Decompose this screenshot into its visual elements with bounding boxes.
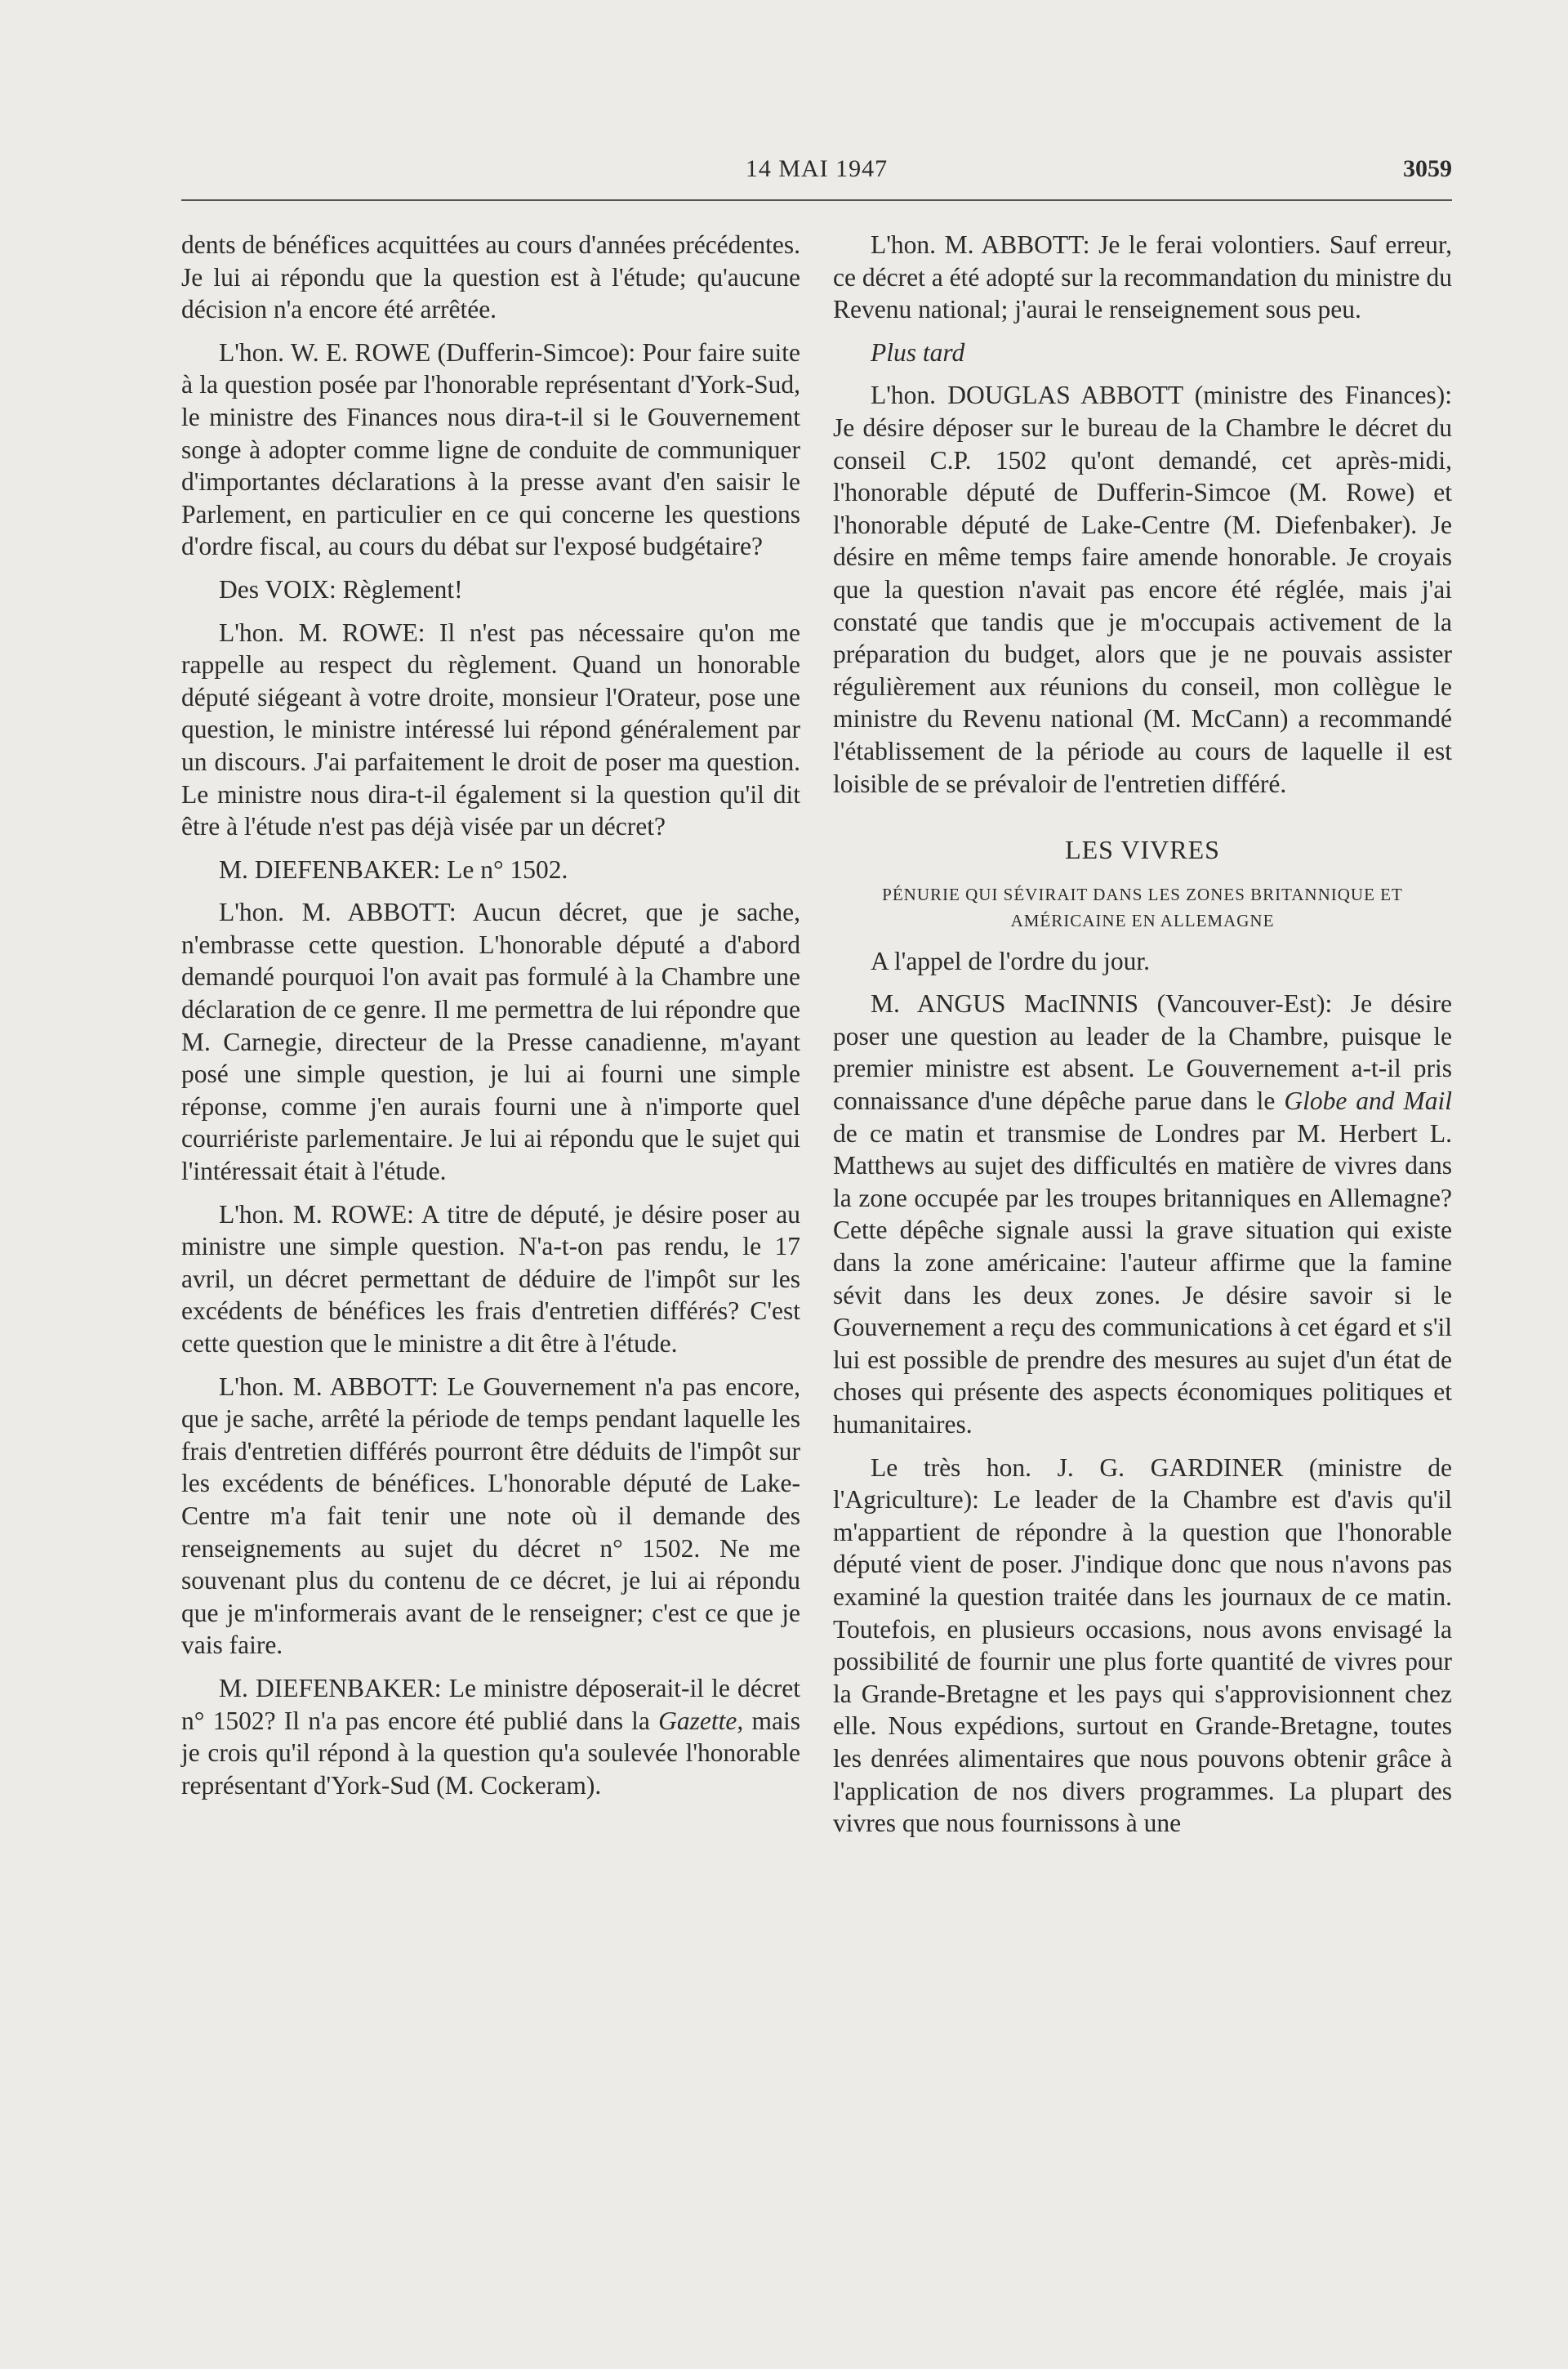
- text-run: mais je crois qu'il répond à la question qu'a soulevée l'honorable représentant d'York-Sud (M. Cockeram).: [181, 1706, 800, 1800]
- paragraph: L'hon. DOUGLAS ABBOTT (ministre des Finances): Je désire déposer sur le bureau de la Chambre le décret du conseil C.P. 1502 qu'ont demandé, cet après-midi, l'honorable député de Dufferin-Simcoe (M. Rowe) et l'honorable député de Lake-Centre (M. Diefenbaker). Je désire en même temps faire amende honorable. Je croyais que la question n'avait pas encore été réglée, mais j'ai constaté que tandis que je m'occupais activement de la préparation du budget, alors que je ne pouvais assister régulièrement aux réunions du conseil, mon collègue le ministre du Revenu national (M. McCann) a recommandé l'établissement de la période au cours de laquelle il est loisible de se prévaloir de l'entretien différé.: [833, 381, 1452, 798]
- page-number: 3059: [1403, 155, 1452, 182]
- paragraph: M. DIEFENBAKER: Le n° 1502.: [219, 854, 568, 884]
- paragraph: A l'appel de l'ordre du jour.: [871, 946, 1151, 975]
- paragraph: L'hon. M. ABBOTT: Le Gouvernement n'a pas encore, que je sache, arrêté la période de temps pendant laquelle les frais d'entretien différés pourront être déduits de l'impôt sur les excédents de bénéfices. L'honorable député de Lake-Centre m'a fait tenir une note où il demande des renseignements au sujet du décret n° 1502. Ne me souvenant plus du contenu de ce décret, je lui ai répondu que je m'informerais avant de le renseigner; c'est ce que je vais faire.: [181, 1372, 800, 1660]
- paragraph: L'hon. M. ABBOTT: Aucun décret, que je sache, n'embrasse cette question. L'honorable député a d'abord demandé pourquoi l'on avait pas formulé à la Chambre une déclaration de ce genre. Il me permettra de lui répondre que M. Carnegie, directeur de la Presse canadienne, m'ayant posé une simple question, je lui ai fourni une simple réponse, comme j'en aurais fourni une à n'importe quel courriériste parlementaire. Je lui ai répondu que le sujet qui l'intéressait était à l'étude.: [181, 898, 800, 1186]
- text-run: de ce matin et transmise de Londres par M. Herbert L. Matthews au sujet des difficultés en matière de vivres dans la zone occupée par les troupes britanniques en Allemagne? Cette dépêche signale aussi la grave situation qui existe dans la zone américaine: l'auteur affirme que la famine sévit dans les deux zones. Je désire savoir si le Gouvernement a reçu des communications à cet égard et s'il lui est possible de prendre des mesures au sujet d'un état de choses qui présente des aspects économiques politiques et humanitaires.: [833, 1118, 1452, 1439]
- right-column: [833, 229, 1452, 1850]
- section-heading: LES VIVRES: [1065, 835, 1220, 865]
- paragraph: Le très hon. J. G. GARDINER (ministre de l'Agriculture): Le leader de la Chambre est d'avis qu'il m'appartient de répondre à la question que l'honorable député vient de poser. J'indique donc que nous n'avons pas examiné la question traitée dans les journaux de ce matin. Toutefois, en plusieurs occasions, nous avons envisagé la possibilité de fournir une plus forte quantité de vivres pour la Grande-Bretagne et les pays qui s'approvisionnent chez elle. Nous expédions, surtout en Grande-Bretagne, toutes les denrées alimentaires que nous pouvons obtenir grâce à l'application de nos divers programmes. La plupart des vivres que nous fournissons à une: [833, 1452, 1452, 1838]
- italic-text: Globe and Mail: [1284, 1086, 1452, 1116]
- paragraph: L'hon. M. ROWE: Il n'est pas nécessaire qu'on me rappelle au respect du règlement. Quand un honorable député siégeant à votre droite, monsieur l'Orateur, pose une question, le ministre intéressé lui répond généralement par un discours. J'ai parfaitement le droit de poser ma question. Le ministre nous dira-t-il également si la question qu'il dit être à l'étude n'est pas déjà visée par un décret?: [181, 618, 800, 841]
- paragraph: L'hon. M. ROWE: A titre de député, je désire poser au ministre une simple question. N'a-t-on pas rendu, le 17 avril, un décret permettant de déduire de l'impôt sur les excédents de bénéfices les frais d'entretien différés? C'est cette question que le ministre a dit être à l'étude.: [181, 1199, 800, 1358]
- paragraph: [181, 1672, 800, 1801]
- paragraph: L'hon. M. ABBOTT: Je le ferai volontiers. Sauf erreur, ce décret a été adopté sur la recommandation du ministre du Revenu national; j'aurai le renseignement sous peu.: [833, 230, 1452, 324]
- paragraph: [833, 988, 1452, 1440]
- paragraph: L'hon. W. E. ROWE (Dufferin-Simcoe): Pour faire suite à la question posée par l'honorable représentant d'York-Sud, le ministre des Finances nous dira-t-il si le Gouvernement songe à adopter comme ligne de conduite de communiquer d'importantes déclarations à la presse avant d'en saisir le Parlement, en particulier en ce qui concerne les questions d'ordre fiscal, au cours du débat sur l'exposé budgétaire?: [181, 337, 800, 561]
- page-header: [181, 155, 1452, 194]
- header-rule: [181, 199, 1452, 201]
- section-subheading: PÉNURIE QUI SÉVIRAIT DANS LES ZONES BRITANNIQUE ET AMÉRICAINE EN ALLEMAGNE: [882, 884, 1403, 930]
- text-run: M. DIEFENBAKER: Le ministre déposerait-il le décret n° 1502? Il n'a pas encore été publié dans la: [181, 1673, 800, 1735]
- paragraph-later: Plus tard: [871, 337, 965, 367]
- left-column: [181, 229, 800, 1812]
- header-date: 14 MAI 1947: [745, 155, 889, 182]
- paragraph: dents de bénéfices acquittées au cours d'années précédentes. Je lui ai répondu que la question est à l'étude; qu'aucune décision n'a encore été arrêtée.: [181, 230, 800, 324]
- italic-text: Gazette,: [658, 1706, 744, 1735]
- text-run: M. ANGUS MacINNIS (Vancouver-Est): Je désire poser une question au leader de la Chambre, puisque le premier ministre est absent. Le Gouvernement a-t-il pris connaissance d'une dépêche parue dans le: [833, 989, 1452, 1116]
- paragraph: Des VOIX: Règlement!: [219, 574, 463, 604]
